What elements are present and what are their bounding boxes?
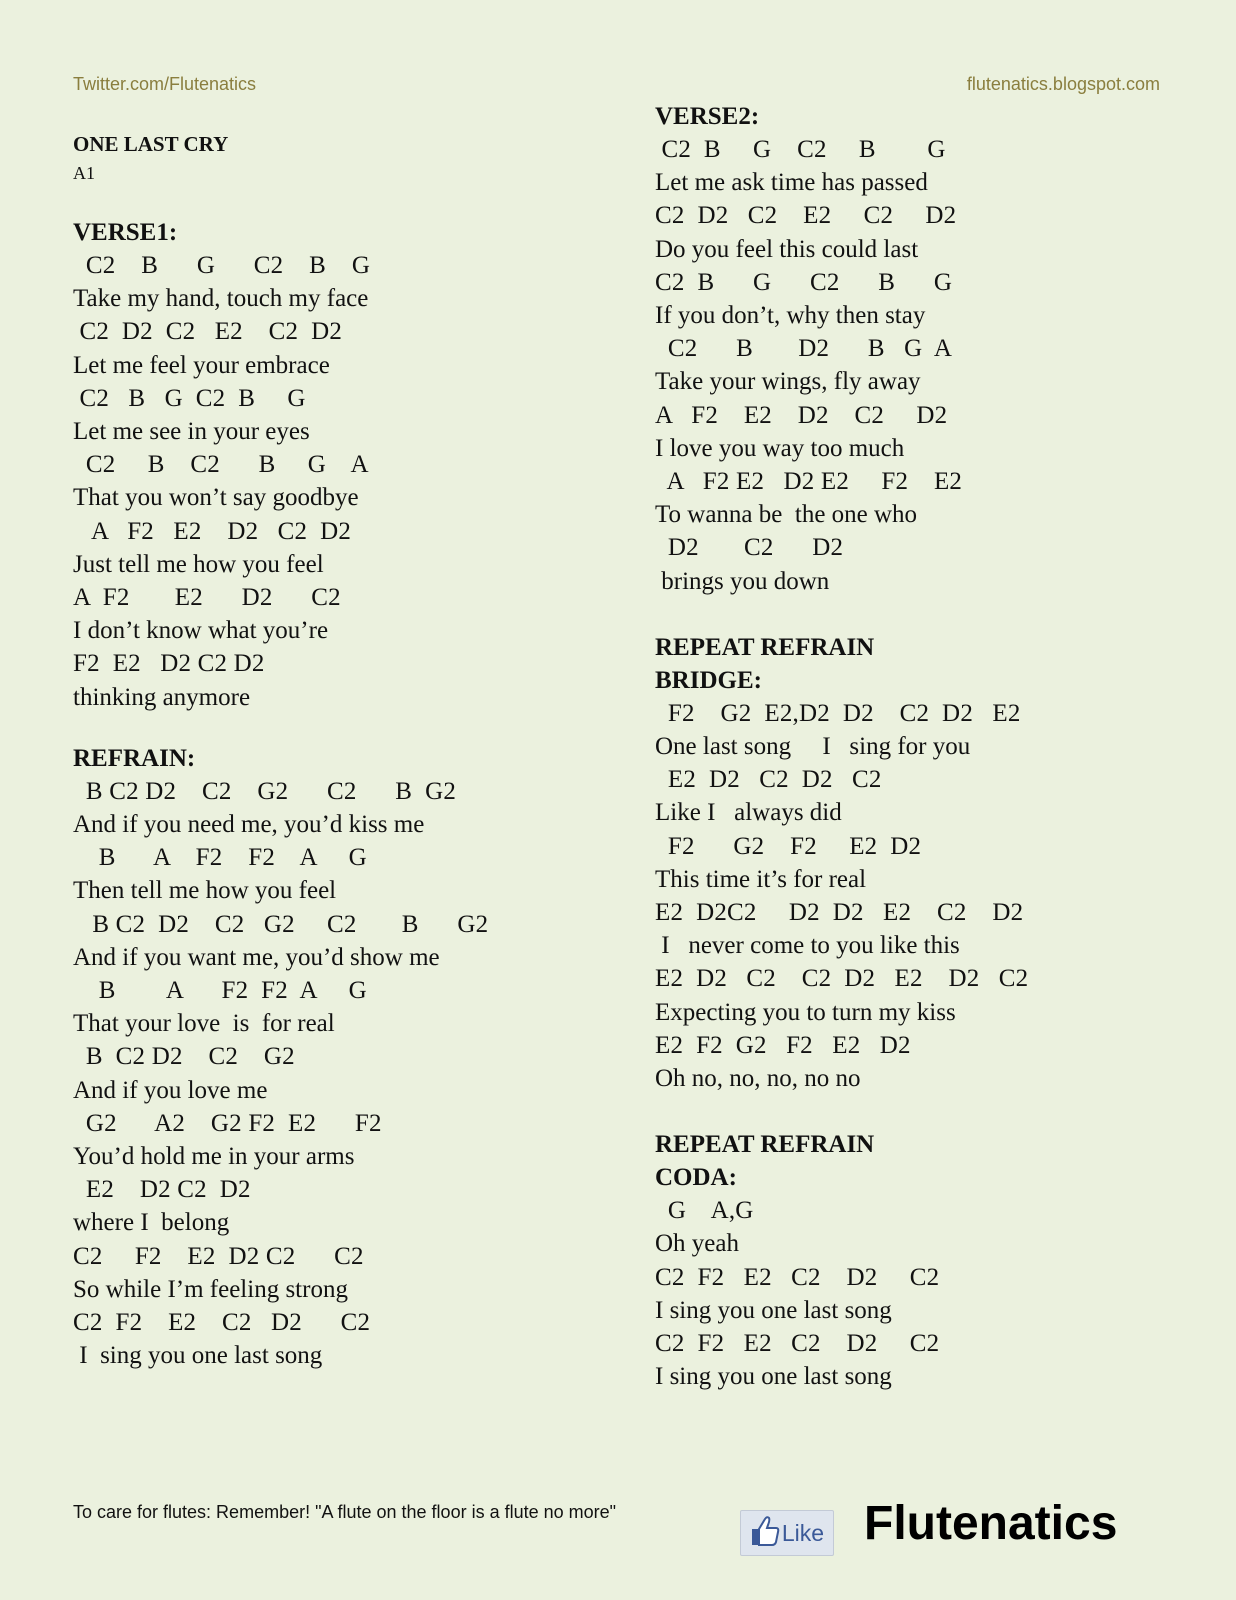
lyric-line: thinking anymore <box>73 683 251 711</box>
chord-line: E2 F2 G2 F2 E2 D2 <box>655 1031 911 1059</box>
blog-link[interactable]: flutenatics.blogspot.com <box>966 74 1160 94</box>
like-button[interactable] <box>740 1510 834 1556</box>
section-heading: REPEAT REFRAIN <box>655 1131 875 1159</box>
song-key: A1 <box>73 163 95 183</box>
lyric-line: Let me feel your embrace <box>73 351 330 379</box>
section-heading: REPEAT REFRAIN <box>655 633 875 661</box>
right-sections <box>655 100 1028 1394</box>
lyric-line: Then tell me how you feel <box>73 877 337 905</box>
lyric-line: Do you feel this could last <box>655 235 919 263</box>
section-heading: BRIDGE: <box>655 666 762 694</box>
chord-line: E2 D2 C2 D2 <box>73 1176 251 1204</box>
twitter-link[interactable]: Twitter.com/Flutenatics <box>73 74 257 94</box>
chord-line: A F2 E2 D2 E2 F2 E2 <box>655 468 963 496</box>
lyric-line: One last song I sing for you <box>655 733 971 761</box>
lyric-line: I sing you one last song <box>655 1363 892 1391</box>
section-heading: REFRAIN: <box>73 744 196 772</box>
section-heading: VERSE2: <box>655 103 760 130</box>
chord-line: A F2 E2 D2 C2 D2 <box>655 401 948 429</box>
lyric-line: Like I always did <box>655 799 842 827</box>
chord-line: C2 F2 E2 C2 D2 C2 <box>655 1263 940 1291</box>
chord-line: E2 D2 C2 D2 C2 <box>655 766 882 794</box>
lyric-line: Oh yeah <box>655 1230 739 1258</box>
lyric-line: And if you love me <box>73 1076 268 1104</box>
song-section <box>655 1161 1028 1393</box>
lyric-line: So while I’m feeling strong <box>73 1275 348 1303</box>
song-section <box>655 100 1028 598</box>
chord-line: C2 D2 C2 E2 C2 D2 <box>73 318 343 346</box>
lyric-line: To wanna be the one who <box>655 501 918 529</box>
lyric-line: If you don’t, why then stay <box>655 302 926 330</box>
lyric-line: You’d hold me in your arms <box>73 1143 355 1171</box>
lyric-line: That your love is for real <box>73 1010 335 1038</box>
lyric-line: And if you need me, you’d kiss me <box>73 811 425 839</box>
chord-line: A F2 E2 D2 C2 D2 <box>73 517 352 545</box>
chord-line: B C2 D2 C2 G2 C2 B G2 <box>73 777 457 805</box>
section-heading: CODA: <box>655 1164 737 1192</box>
chord-line: C2 B D2 B G A <box>655 335 953 363</box>
chord-line: G2 A2 G2 F2 E2 F2 <box>73 1109 382 1137</box>
chord-line: C2 F2 E2 C2 D2 C2 <box>655 1330 940 1358</box>
song-section <box>655 1128 1028 1161</box>
chord-line: C2 B G C2 B G <box>73 384 306 412</box>
chord-line: C2 B G C2 B G <box>73 252 371 279</box>
left-sections <box>73 216 488 1373</box>
lyric-line: And if you want me, you’d show me <box>73 943 440 971</box>
lyric-line: Just tell me how you feel <box>73 550 324 578</box>
lyric-line: I sing you one last song <box>73 1342 323 1370</box>
chord-line: B A F2 F2 A G <box>73 844 367 872</box>
lyric-line: Oh no, no, no, no no <box>655 1065 861 1093</box>
like-label: Like <box>781 1519 825 1546</box>
chord-line: C2 B C2 B G A <box>73 451 369 479</box>
chord-line: G A,G <box>655 1197 754 1225</box>
lyric-line: I don’t know what you’re <box>73 617 329 645</box>
chord-line: F2 G2 E2,D2 D2 C2 D2 E2 <box>655 699 1021 727</box>
chord-line: C2 B G C2 B G <box>655 136 946 163</box>
chord-line: B C2 D2 C2 G2 C2 B G2 <box>73 910 489 938</box>
lyric-line: Take your wings, fly away <box>655 368 921 396</box>
footer-note: To care for flutes: Remember! "A flute on the floor is a flute no more" <box>73 1502 617 1522</box>
thumbs-up-icon <box>750 1515 780 1552</box>
lyric-line: where I belong <box>73 1209 230 1237</box>
song-title: ONE LAST CRY <box>73 132 229 156</box>
chord-line: B A F2 F2 A G <box>73 977 367 1005</box>
lyric-line: I never come to you like this <box>655 932 960 960</box>
lyric-line: I love you way too much <box>655 434 905 462</box>
chord-line: F2 G2 F2 E2 D2 <box>655 832 922 860</box>
lyric-line: That you won’t say goodbye <box>73 484 359 512</box>
lyric-line: brings you down <box>655 567 830 595</box>
lyric-line: Let me ask time has passed <box>655 169 928 197</box>
lyric-line: Expecting you to turn my kiss <box>655 998 956 1026</box>
chord-line: B C2 D2 C2 G2 <box>73 1043 295 1071</box>
lyric-line: Let me see in your eyes <box>73 418 310 446</box>
brand-name: Flutenatics <box>864 1497 1118 1550</box>
section-heading: VERSE1: <box>73 219 178 246</box>
chord-line: C2 F2 E2 D2 C2 C2 <box>73 1242 364 1270</box>
left-column <box>73 130 488 1373</box>
song-section <box>73 216 488 714</box>
song-section <box>655 664 1028 1095</box>
song-section <box>655 631 1028 664</box>
chord-line: A F2 E2 D2 C2 <box>73 584 341 612</box>
chord-line: F2 E2 D2 C2 D2 <box>73 650 265 678</box>
chord-line: D2 C2 D2 <box>655 534 844 562</box>
chord-line: C2 D2 C2 E2 C2 D2 <box>655 202 957 230</box>
song-section <box>73 742 488 1373</box>
lyric-line: Take my hand, touch my face <box>73 285 369 313</box>
chord-line: E2 D2C2 D2 D2 E2 C2 D2 <box>655 899 1024 927</box>
chord-line: C2 B G C2 B G <box>655 268 953 296</box>
lyric-line: I sing you one last song <box>655 1296 892 1324</box>
right-column <box>655 100 1028 1394</box>
lyric-line: This time it’s for real <box>655 865 867 893</box>
chord-line: E2 D2 C2 C2 D2 E2 D2 C2 <box>655 965 1029 993</box>
chord-line: C2 F2 E2 C2 D2 C2 <box>73 1309 371 1337</box>
